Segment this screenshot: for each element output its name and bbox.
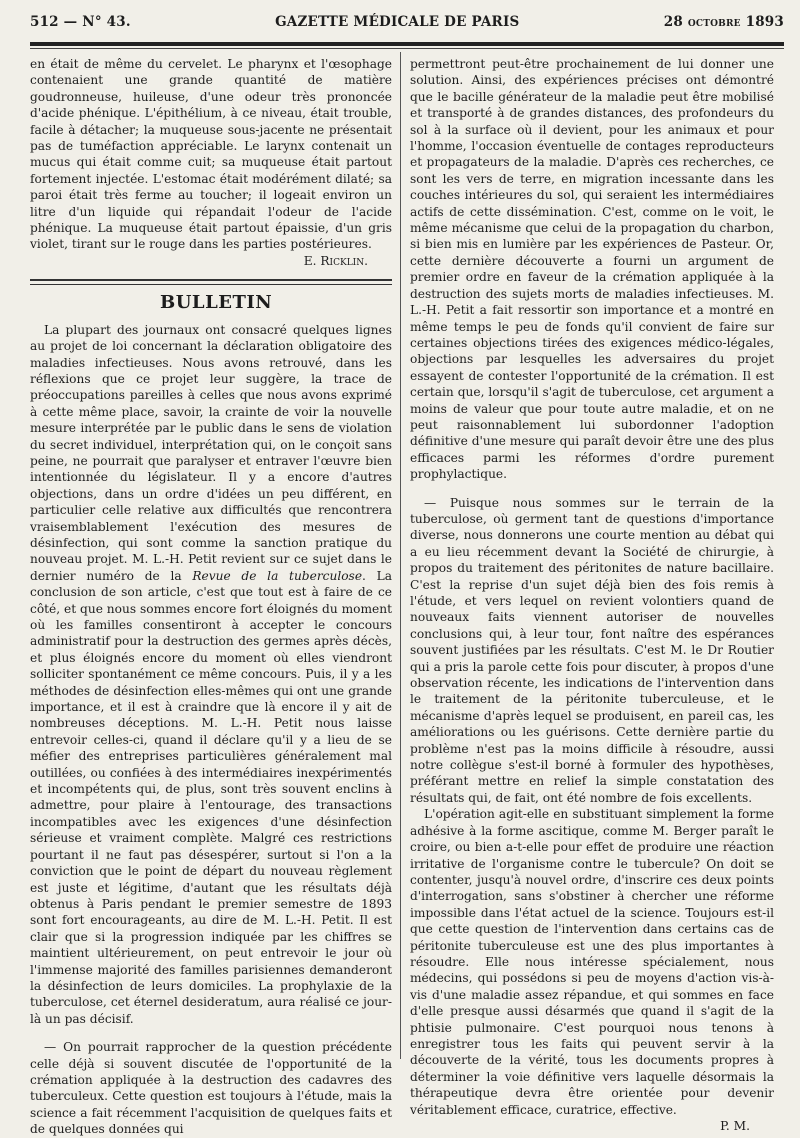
- continuation-paragraph: permettront peut-être prochainement de lui donner une solution. Ainsi, des expériences précises ont démontré que le bacille générateur de la maladie peut être mobilisé et transporté à de grandes distances, des profondeurs du sol à la surface où il devient, pour les animaux et pour l'homme, l'occasion éventuelle de contages reproducteurs et propagateurs de la maladie. D'après ces recherches, ce sont les vers de terre, en migration incessante dans les couches intérieures du sol, qui seraient les intermédiaires actifs de cette dissémination. C'est, comme on le voit, le même mécanisme que celui de la propagation du charbon, si bien mis en lumière par les expériences de Pasteur. Or, cette dernière découverte a fourni un argument de premier ordre en faveur de la crémation appliquée à la destruction des sujets morts de maladies infectieuses. M. L.-H. Petit a fait ressortir son importance et a montré en même temps le peu de fonds qu'il convient de faire sur certaines objections tirées des exigences médico-légales, objections par lesquelles les adversaires du projet essayent de contester l'opportunité de la crémation. Il est certain que, lorsqu'il s'agit de tuberculose, cet argument a moins de valeur que pour toute autre maladie, et on ne peut raisonnablement lui subordonner l'adoption définitive d'une mesure qui paraît devoir être une des plus efficaces parmi les réformes d'ordre purement prophylactique.: [410, 57, 774, 482]
- tuberculosis-paragraph: — Puisque nous sommes sur le terrain de la tuberculose, où germent tant de questions d'importance diverse, nous donnerons une courte mention au débat qui a eu lieu récemment devant la Société de chirurgie, à propos du traitement des péritonites de nature bacillaire. C'est la reprise d'un sujet déjà bien des fois remis à l'étude, et vers lequel on revient volontiers quand de nouveaux faits viennent autoriser de nouvelles conclusions qui, à leur tour, font naître des espérances souvent justifiées par les résultats. C'est M. le Dr Routier qui a pris la parole cette fois pour discuter, à propos d'une observation récente, les indications de l'intervention dans le traitement de la péritonite tuberculeuse, et le mécanisme d'après lequel se produisent, en pareil cas, les améliorations ou les guérisons. Cette dernière partie du problème n'est pas la moins difficile à résoudre, aussi notre collègue s'est-il borné à formuler des hypothèses, préférant mettre en relief la simple constatation des résultats qui, de fait, ont été nombre de fois excellents.: [410, 495, 774, 805]
- header-rule-thick: [30, 42, 784, 46]
- intro-signature: E. Ricklin.: [303, 253, 368, 268]
- journal-title: GAZETTE MÉDICALE DE PARIS: [275, 14, 520, 30]
- page-number: 512 — N° 43.: [30, 14, 131, 30]
- bulletin-paragraph-1-b: . La conclusion de son article, c'est que tout est à faire de ce côté, et que nous sommes encore fort éloignés du moment où les familles consentiront à accepter le concours administratif pour la destruction des germes après décès, et plus éloignés encore du moment où elles viendront solliciter spontanément ce même concours. Puis, il y a les méthodes de désinfection elles-mêmes qui ont une grande importance, et il est à craindre que là encore il y ait de nombreuses déceptions. M. L.-H. Petit nous laisse entrevoir celles-ci, quand il déclare qu'il y a lieu de se méfier des entreprises particulières généralement mal outillées, ou confiées à des intermédiaires inexpérimentés et incompétents qui, de plus, sont très souvent enclins à admettre, pour plaire à l'entourage, des transactions incompatibles avec les exigences d'une désinfection sérieuse et vraiment complète. Malgré ces restrictions pourtant il ne faut pas désespérer, surtout si l'on a la conviction que le point de départ du nouveau règlement est juste et légitime, d'autant que les résultats déjà obtenus à Paris pendant le premier semestre de 1893 sont fort encourageants, au dire de M. L.-H. Petit. Il est clair que si la progression indiquée par les chiffres se maintient ultérieurement, on peut entrevoir le jour où l'immense majorité des familles parisiennes demanderont la désinfection de leurs domiciles. La prophylaxie de la tuberculose, cet éternel desideratum, aura réalisé ce jour-là un pas décisif.: [30, 568, 392, 1026]
- left-column: [30, 56, 392, 1137]
- bulletin-paragraph-1-a: La plupart des journaux ont consacré quelques lignes au projet de loi concernant la déclaration obligatoire des maladies infectieuses. Nous avons retrouvé, dans les réflexions que ce projet leur suggère, la trace de préoccupations pareilles à celles que nous avons exprimé à cette même place, savoir, la crainte de voir la nouvelle mesure interprétée par le public dans le sens de violation du secret individuel, interprétation qui, on le conçoit sans peine, ne pourrait que paralyser et entraver l'œuvre bien intentionnée du législateur. Il y a encore d'autres objections, dans un ordre d'idées un peu différent, en particulier celle relative aux difficultés que rencontrera vraisemblablement l'exécution des mesures de désinfection, qui sont comme la sanction pratique du nouveau projet. M. L.-H. Petit revient sur ce sujet dans le dernier numéro de la: [30, 322, 392, 583]
- date-month: octobre: [687, 14, 741, 30]
- issue-date: [664, 14, 784, 30]
- section-title: BULLETIN: [160, 292, 273, 314]
- right-column: [410, 56, 774, 1133]
- intro-paragraph: en était de même du cervelet. Le pharynx et l'œsophage contenaient une grande quantité de matière goudronneuse, huileuse, d'une odeur très prononcée d'acide phénique. L'épithélium, à ce niveau, était trouble, facile à détacher; la muqueuse sous-jacente ne présentait pas de tuméfaction appréciable. Le larynx contenait un mucus qui était comme cuit; sa muqueuse était partout fortement injectée. L'estomac était modérément dilaté; sa paroi était très ferme au toucher; il logeait environ un litre d'un liquide qui répandait l'odeur de l'acide phénique. La muqueuse était partout épaissie, d'un gris violet, tirant sur le rouge dans les parties postérieures.: [30, 57, 392, 252]
- header-rule-thin: [30, 48, 784, 49]
- column-divider: [400, 52, 401, 1059]
- operation-paragraph: L'opération agit-elle en substituant simplement la forme adhésive à la forme ascitique, comme M. Berger paraît le croire, ou bien a-t-elle pour effet de produire une réaction irritative de l'organisme contre le tubercule? On doit se contenter, jusqu'à nouvel ordre, d'inscrire ces deux points d'interrogation, sans s'obstiner à chercher une réforme impossible dans l'état actuel de la science. Toujours est-il que cette question de l'intervention dans certains cas de péritonite tuberculeuse est une des plus importantes à résoudre. Elle nous intéresse spécialement, nous médecins, qui possédons si peu de moyens d'action vis-à-vis d'une maladie assez répandue, et qui sommes en face d'elle presque aussi désarmés que quand il s'agit de la phtisie pulmonaire. C'est pourquoi nous tenons à enregistrer tous les faits qui peuvent servir à la découverte de la vérité, tous les documents propres à déterminer la voie définitive vers laquelle désormais la thérapeutique devra être orientée pour devenir véritablement efficace, curatrice, effective.: [410, 807, 774, 1117]
- bulletin-paragraph-2: — On pourrait rapprocher de la question précédente celle déjà si souvent discutée de l'opportunité de la crémation appliquée à la destruction des cadavres des tuberculeux. Cette question est toujours à l'étude, mais la science a fait récemment l'acquisition de quelques faits et de quelques données qui: [30, 1040, 392, 1137]
- section-rule-thick: [30, 279, 392, 281]
- closing-signature: P. M.: [720, 1119, 750, 1133]
- bulletin-paragraph-1: [30, 322, 392, 1027]
- section-rule-thin: [30, 284, 392, 285]
- page-header: [30, 14, 784, 38]
- journal-reference: Revue de la tuberculose: [192, 568, 363, 583]
- date-day: 28: [663, 14, 683, 30]
- date-year: 1893: [745, 14, 784, 30]
